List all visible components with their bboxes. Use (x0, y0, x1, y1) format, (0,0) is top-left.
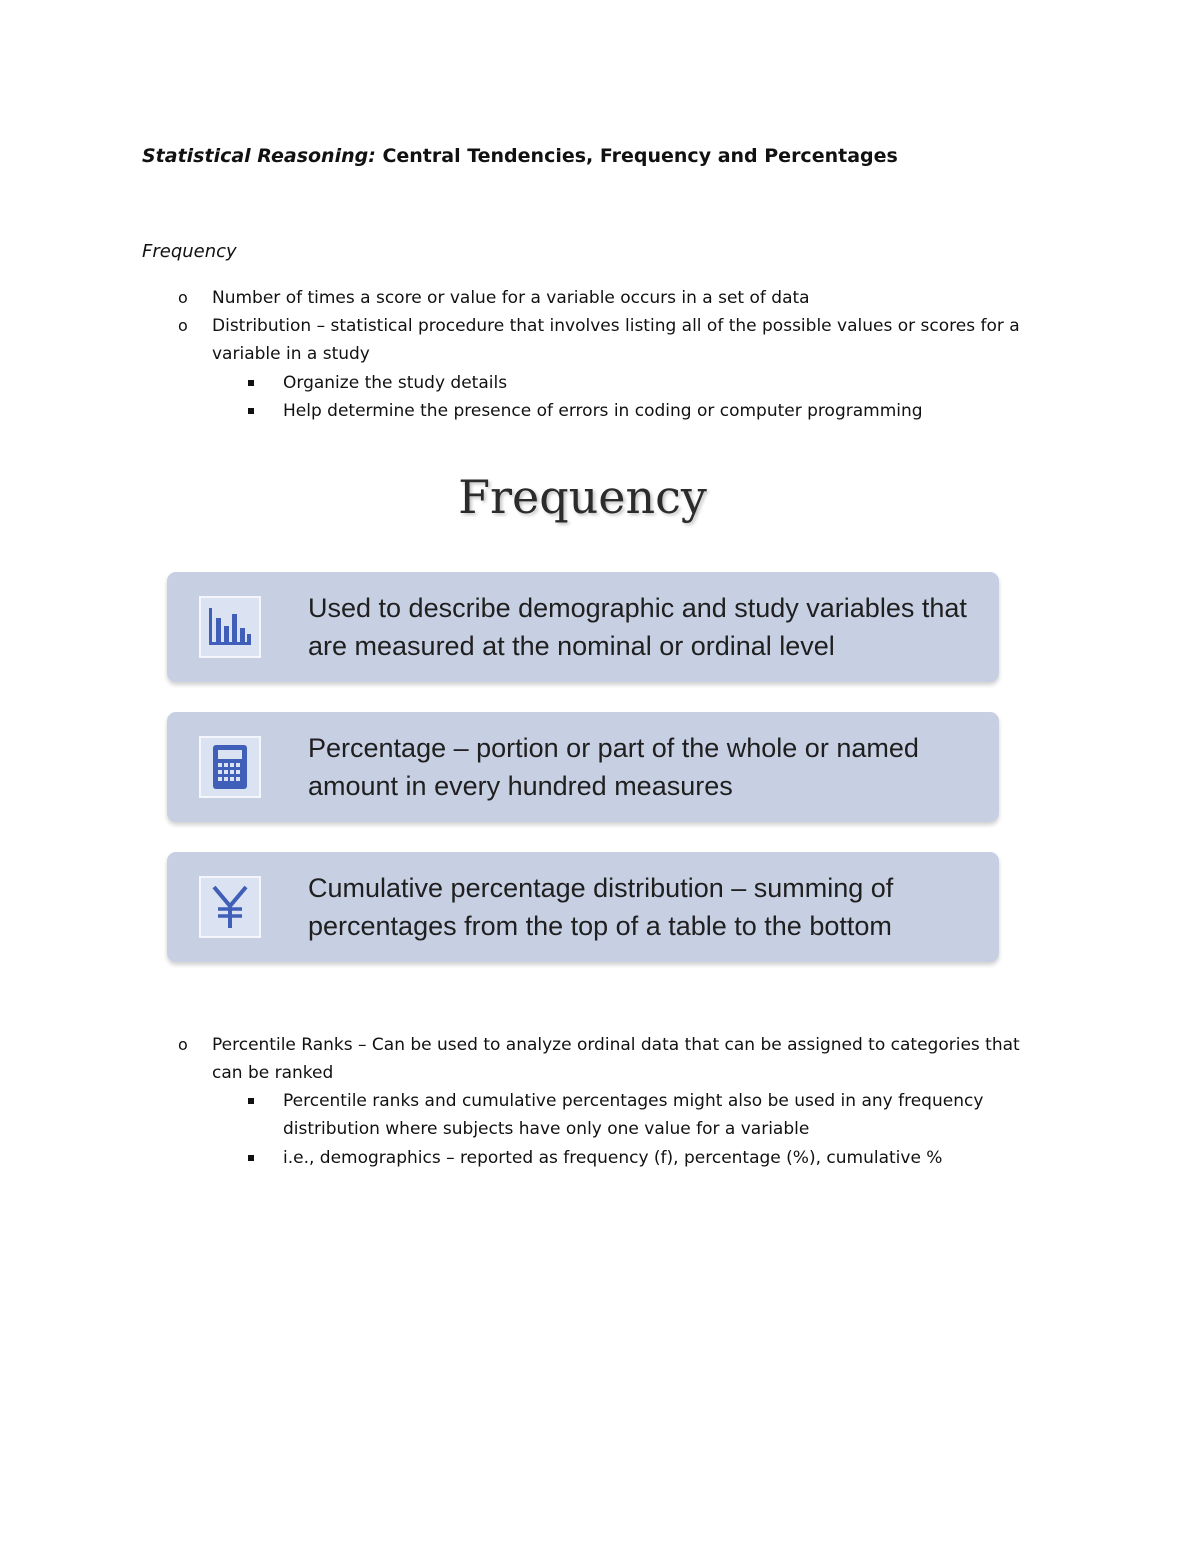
bullet-text: Percentile Ranks – Can be used to analyze ordinal data that can be assigned to categories that can be ranked (212, 1035, 1020, 1083)
card-text: Used to describe demographic and study variables that are measured at the nominal or ordinal level (308, 593, 967, 661)
sub-bullet-text: Percentile ranks and cumulative percentages might also be used in any frequency distribution where subjects have only one value for a variable (283, 1091, 984, 1139)
sub-bullet-item (283, 1144, 1063, 1172)
title-main-part: Central Tendencies, Frequency and Percentages (375, 145, 898, 167)
card-text: Percentage – portion or part of the whole or named amount in every hundred measures (308, 733, 919, 801)
frequency-graphic (150, 460, 1015, 980)
bar-chart-icon (199, 596, 261, 658)
document-title (142, 145, 898, 167)
sub-bullet-text: i.e., demographics – reported as frequency (f), percentage (%), cumulative % (283, 1148, 943, 1168)
sub-bullet-item (283, 369, 1063, 397)
sub-bullet-text: Help determine the presence of errors in coding or computer programming (283, 401, 923, 421)
info-card (167, 852, 999, 962)
bullet-text: Distribution – statistical procedure that involves listing all of the possible values or scores for a variable in a study (212, 316, 1020, 364)
square-bullet-icon (248, 1155, 254, 1161)
square-bullet-icon (248, 380, 254, 386)
bullet-marker: o (178, 1035, 188, 1054)
graphic-title: Frequency (458, 470, 707, 524)
sub-bullet-item (283, 1087, 1023, 1143)
bullet-item (178, 284, 1062, 312)
bullet-item (178, 1031, 1052, 1087)
sub-bullet-text: Organize the study details (283, 373, 508, 393)
calculator-icon (199, 736, 261, 798)
bullet-text: Number of times a score or value for a variable occurs in a set of data (212, 288, 810, 308)
bullet-marker: o (178, 288, 188, 307)
yen-icon (199, 876, 261, 938)
card-text: Cumulative percentage distribution – summing of percentages from the top of a table to the bottom (308, 873, 894, 941)
bullet-item (178, 312, 1052, 368)
section-heading: Frequency (142, 241, 237, 262)
info-card (167, 572, 999, 682)
square-bullet-icon (248, 1098, 254, 1104)
bullet-marker: o (178, 316, 188, 335)
info-card (167, 712, 999, 822)
sub-bullet-item (283, 397, 1063, 425)
title-italic-part: Statistical Reasoning: (142, 145, 376, 167)
square-bullet-icon (248, 408, 254, 414)
